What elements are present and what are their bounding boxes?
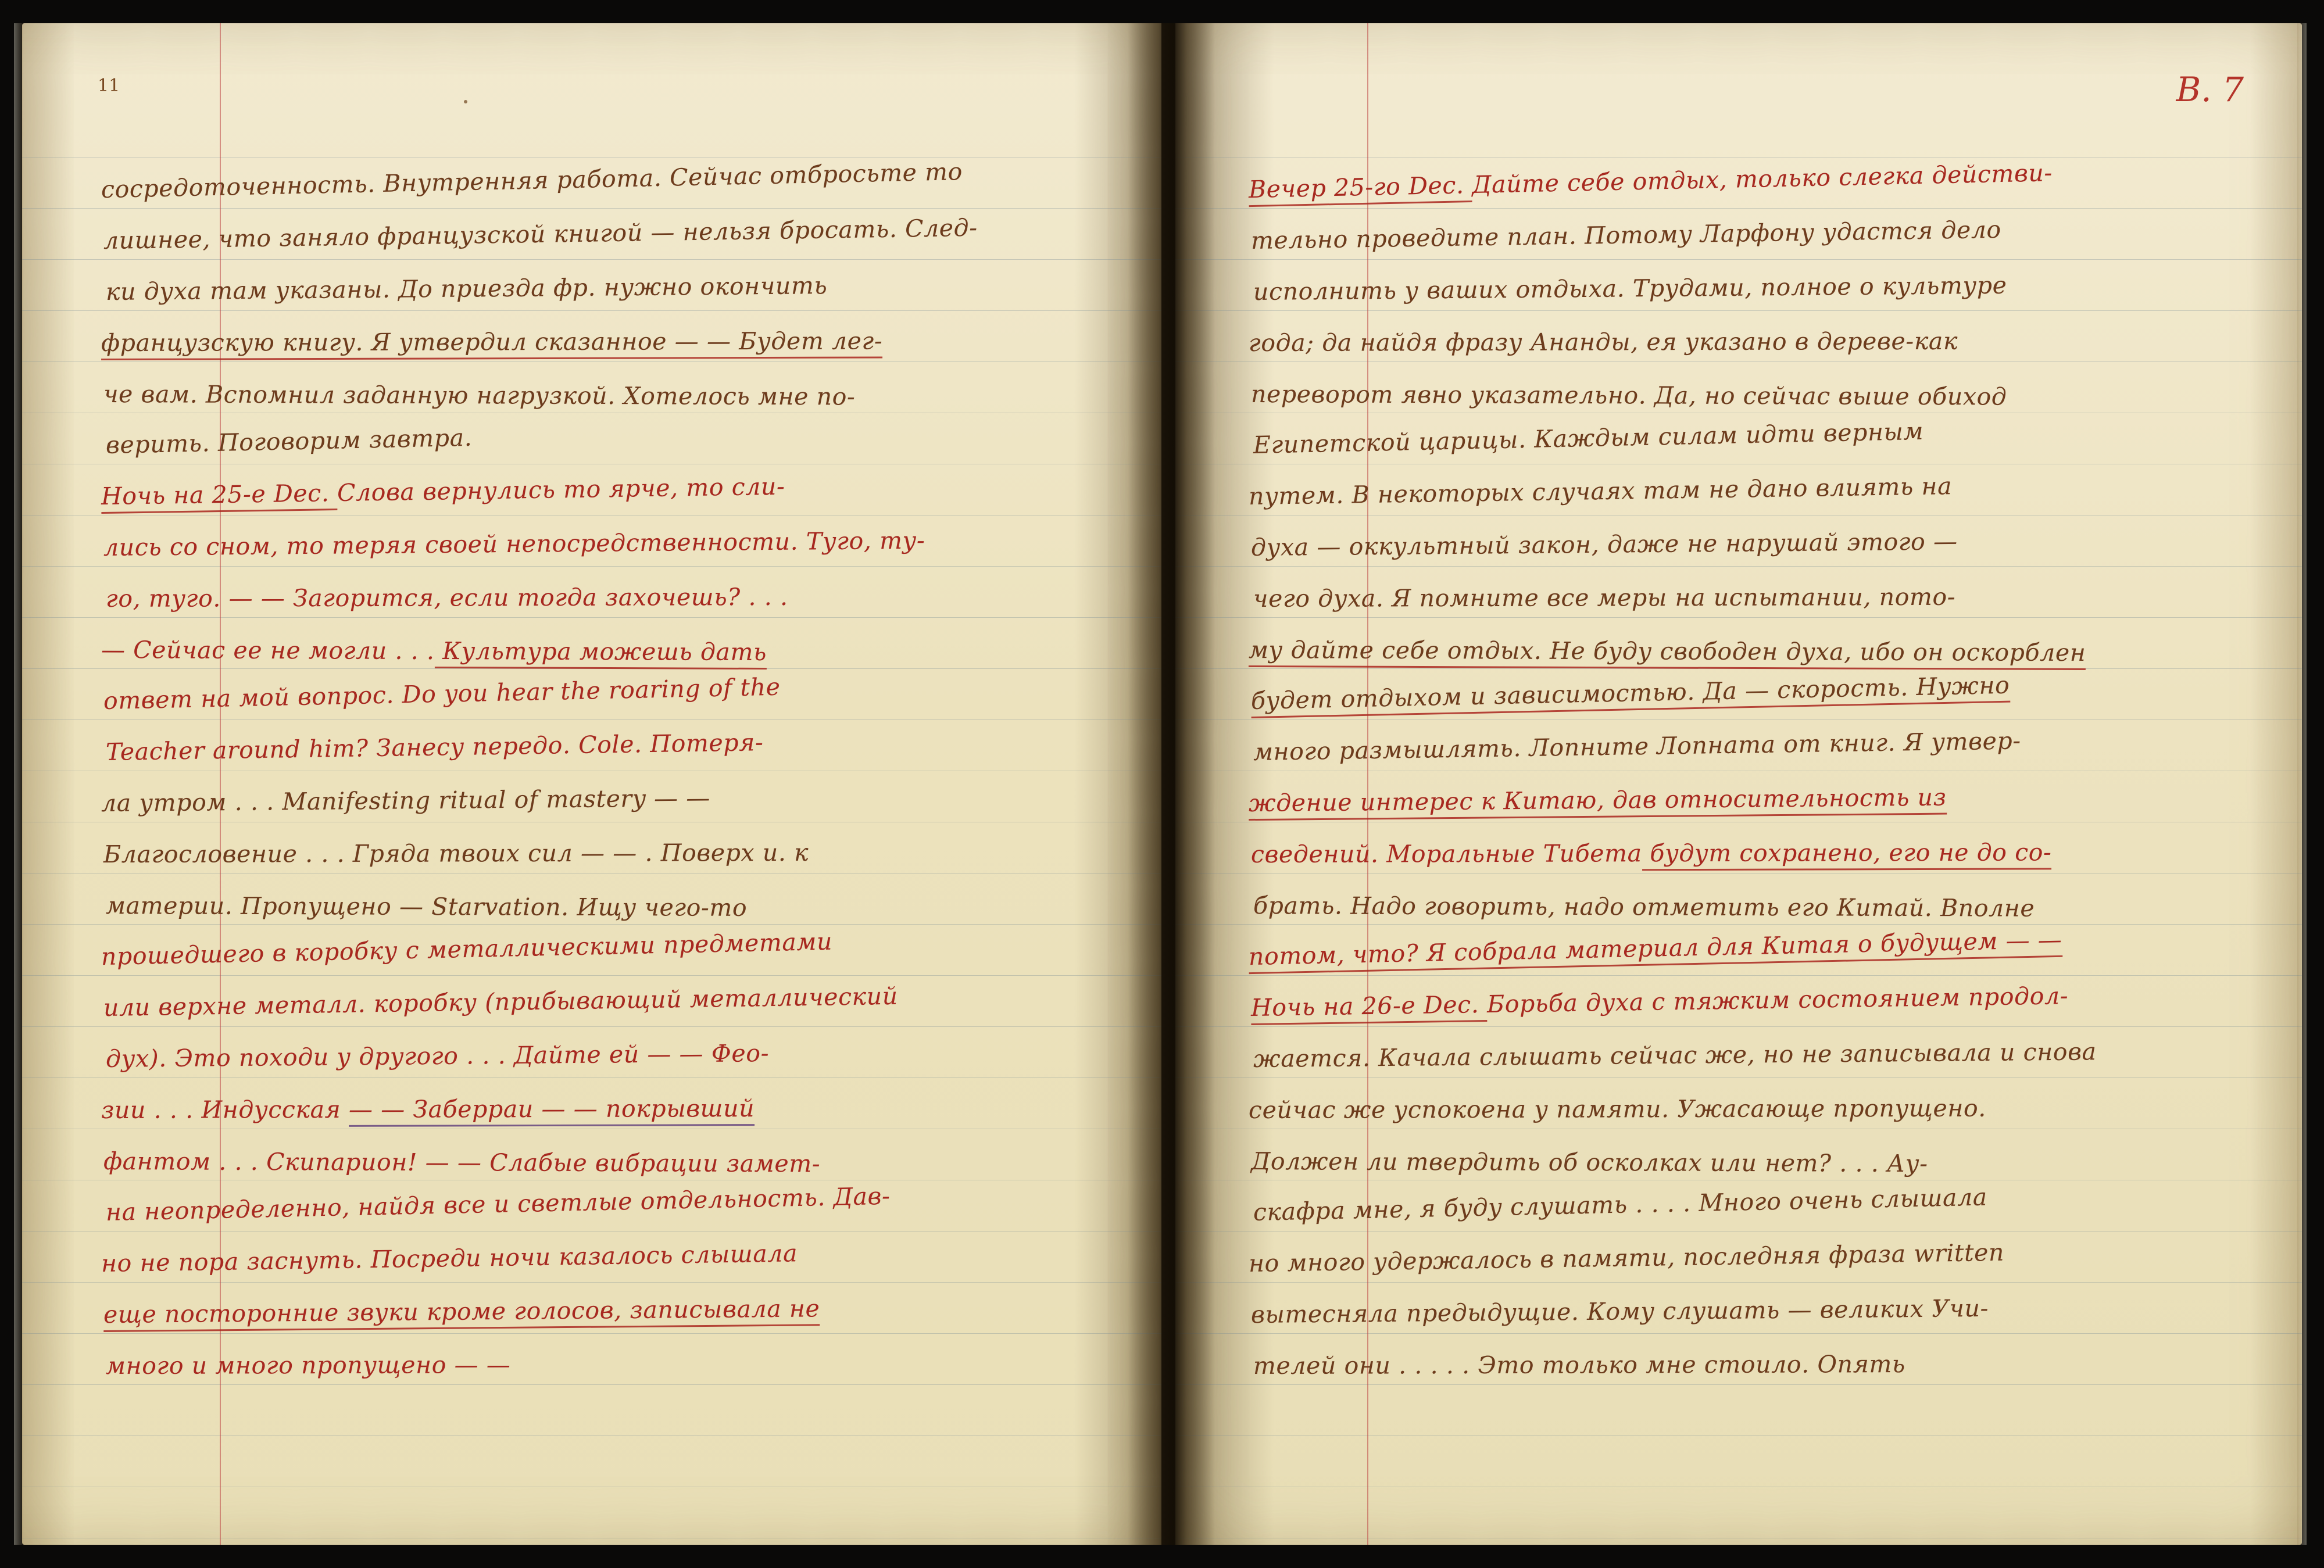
handwritten-line: чего духа. Я помните все меры на испытании, пото-	[1253, 582, 1956, 613]
handwritten-line: скафра мне, я буду слушать . . . . Много очень слышала	[1253, 1183, 1988, 1226]
underlined-phrase: французскую книгу. Я утвердил сказанное — — Будет лег-	[101, 327, 882, 360]
handwritten-line: тельно проведите план. Потому Ларфону удастся дело	[1250, 215, 2002, 255]
handwritten-line	[1249, 783, 1947, 817]
handwritten-line	[101, 327, 882, 357]
handwritten-line: телей они . . . . . Это только мне стоило. Опять	[1253, 1350, 1905, 1380]
line-text: Борьба духа с тяжким состоянием продол-	[1486, 982, 2069, 1018]
handwritten-line	[101, 636, 767, 666]
handwritten-line: Благословение . . . Гряда твоих сил — — . Поверх и. к	[103, 838, 809, 868]
handwritten-line: духа — оккультный закон, даже не нарушай этого —	[1250, 527, 1958, 561]
handwritten-line: Египетской царицы. Каждым силам идти верным	[1253, 417, 1924, 459]
handwritten-line: ответ на мой вопрос. Do you hear the roaring of the	[103, 672, 781, 715]
handwritten-line	[1248, 159, 2053, 203]
notebook-page-right	[1175, 23, 2302, 1545]
handwritten-line	[1250, 671, 2010, 715]
handwritten-line: ки духа там указаны. До приезда фр. нужно окончить	[105, 271, 828, 306]
underlined-phrase: Культура можешь дать	[434, 637, 767, 670]
underlined-phrase: потом, что? Я собрала материал для Китая о будущем — —	[1248, 926, 2062, 974]
handwritten-line: прошедшего в коробку с металлическими предметами	[101, 927, 833, 971]
handwritten-line	[101, 472, 785, 510]
handwritten-line: вытесняла предыдущие. Кому слушать — великих Учи-	[1250, 1294, 1989, 1329]
handwriting-right	[1175, 23, 2302, 1545]
handwritten-line	[1248, 926, 2062, 971]
line-text: — Сейчас ее не могли . . .	[101, 635, 435, 665]
handwritten-line: путем. В некоторых случаях там не дано влиять на	[1248, 472, 1953, 511]
handwritten-line	[1249, 636, 2086, 667]
notebook-page-left	[22, 23, 1161, 1545]
line-text: сведений. Моральные Тибета	[1250, 839, 1642, 868]
handwritten-line: или верхне металл. коробку (прибывающий металлический	[103, 982, 899, 1022]
handwritten-line	[101, 1094, 755, 1124]
handwritten-line: года; да найдя фразу Ананды, ея указано в дереве-как	[1248, 327, 1958, 357]
handwritten-line	[1251, 838, 2052, 868]
handwritten-line: исполнить у ваших отдыха. Трудами, полное о культуре	[1253, 271, 2007, 306]
handwritten-line: дух). Это походи у другого . . . Дайте ей — — Фео-	[105, 1039, 770, 1073]
handwritten-line: но много удержалось в памяти, последняя фраза written	[1248, 1238, 2005, 1278]
handwritten-line: лишнее, что заняло французской книгой — нельзя бросать. След-	[103, 213, 978, 255]
line-text: Дайте себе отдых, только слегка действи-	[1471, 159, 2053, 199]
folio-number: B. 7	[2176, 70, 2244, 109]
line-text: зии . . . Индусская	[101, 1095, 349, 1125]
entry-heading: Ночь на 25-е Dec.	[101, 479, 338, 514]
handwritten-line	[1251, 982, 2069, 1022]
handwritten-line: жается. Качала слышать сейчас же, но не записывала и снова	[1253, 1037, 2097, 1073]
handwritten-line: много и много пропущено — —	[105, 1351, 511, 1380]
handwritten-line: го, туго. — — Загорится, если тогда захочешь? . . .	[105, 582, 788, 613]
underlined-phrase: — — Заберраи — — покрывший	[349, 1094, 755, 1127]
handwritten-line: Teacher around him? Занесу передо. Cole. Потеря-	[105, 728, 764, 766]
line-text: Слова вернулись то ярче, то сли-	[337, 472, 785, 507]
entry-heading: Ночь на 26-е Dec.	[1251, 990, 1488, 1025]
handwriting-left	[22, 23, 1161, 1545]
handwritten-line: че вам. Вспомнил заданную нагрузкой. Хотелось мне по-	[103, 380, 856, 411]
page-corner-mark: 11	[98, 76, 120, 96]
handwritten-line: сосредоточенность. Внутренняя работа. Сейчас отбросьте то	[101, 157, 963, 204]
underlined-phrase: ждение интерес к Китаю, дав относительность из	[1249, 783, 1947, 821]
handwritten-line: верить. Поговорим завтра.	[105, 423, 473, 459]
entry-heading: Вечер 25-го Dec.	[1248, 171, 1472, 207]
handwritten-line: но не пора заснуть. Посреди ночи казалось слышала	[101, 1239, 798, 1278]
handwritten-line	[103, 1294, 820, 1329]
handwritten-line: материи. Пропущено — Starvation. Ищу чего-то	[105, 892, 748, 922]
handwritten-line: много размышлять. Лопните Лопната от книг. Я утвер-	[1253, 726, 2022, 766]
handwritten-line: лись со сном, то теряя своей непосредственности. Туго, ту-	[103, 526, 925, 561]
underlined-phrase: будут сохранено, его не до со-	[1642, 838, 2052, 871]
handwritten-line: переворот явно указательно. Да, но сейчас выше обиход	[1250, 380, 2007, 411]
handwritten-line: на неопределенно, найдя все и светлые отдельность. Дав-	[105, 1182, 891, 1226]
underlined-phrase: му дайте себе отдых. Не буду свободен духа, ибо он оскорблен	[1249, 636, 2086, 670]
handwritten-line: фантом . . . Скипарион! — — Слабые вибрации замет-	[103, 1147, 821, 1178]
underlined-phrase: будет отдыхом и зависимостью. Да — скорость. Нужно	[1250, 671, 2010, 718]
underlined-phrase: еще посторонние звуки кроме голосов, записывала не	[103, 1294, 820, 1332]
handwritten-line: ла утром . . . Manifesting ritual of mastery — —	[101, 783, 711, 818]
handwritten-line: Должен ли твердить об осколках или нет? . . . Ау-	[1250, 1147, 1928, 1178]
handwritten-line: брать. Надо говорить, надо отметить его Китай. Вполне	[1253, 892, 2035, 922]
handwritten-line: сейчас же успокоена у памяти. Ужасающе пропущено.	[1248, 1094, 1986, 1125]
